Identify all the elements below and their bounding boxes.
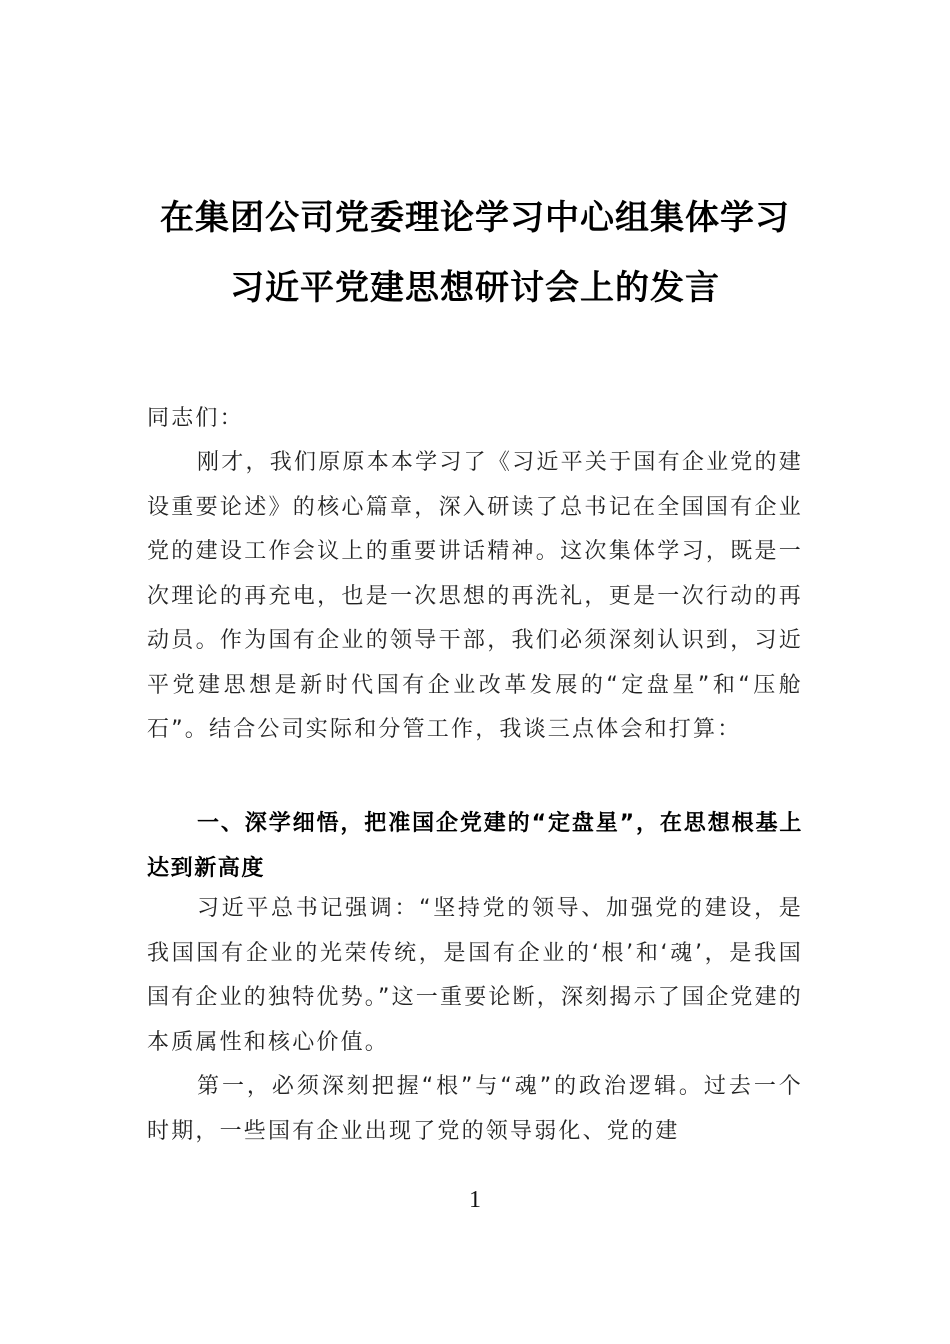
salutation: 同志们： (147, 406, 244, 431)
section-heading-1: 一、深学细悟，把准国企党建的“定盘星”，在思想根基上达到新高度 (147, 811, 803, 881)
document-title-line-1: 在集团公司党委理论学习中心组集体学习 (160, 198, 790, 238)
body-paragraph-quote: 习近平总书记强调：“坚持党的领导、加强党的建设，是我国国有企业的光荣传统，是国有企业的‘根’和‘魂’，是我国国有企业的独特优势。”这一重要论断，深刻揭示了国企党建的本质属性和核心价值。 (147, 896, 803, 1055)
body-paragraph-first-point: 第一，必须深刻把握“根”与“魂”的政治逻辑。过去一个时期，一些国有企业出现了党的领导弱化、党的建 (147, 1074, 803, 1144)
document-title-line-2: 习近平党建思想研讨会上的发言 (230, 268, 720, 308)
page-number: 1 (469, 1187, 481, 1213)
opening-paragraph: 刚才，我们原原本本学习了《习近平关于国有企业党的建设重要论述》的核心篇章，深入研读了总书记在全国国有企业党的建设工作会议上的重要讲话精神。这次集体学习，既是一次理论的再充电，也是一次思想的再洗礼，更是一次行动的再动员。作为国有企业的领导干部，我们必须深刻认识到，习近平党建思想是新时代国有企业改革发展的“定盘星”和“压舱石”。结合公司实际和分管工作，我谈三点体会和打算： (147, 450, 803, 742)
